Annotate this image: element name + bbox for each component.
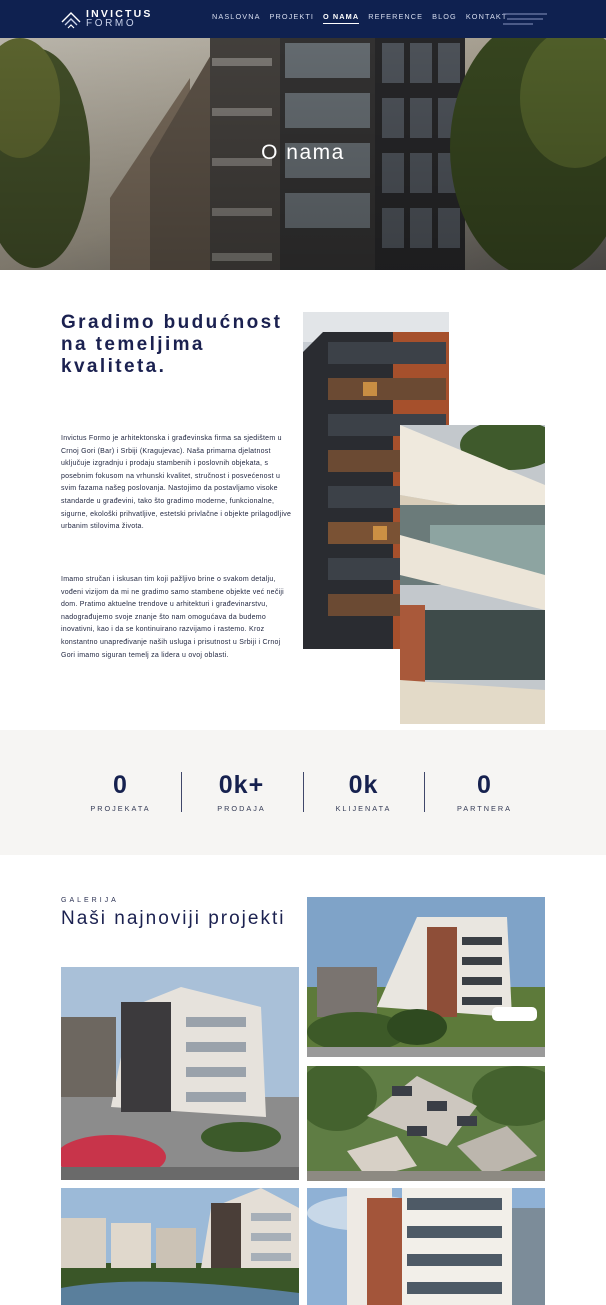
main-nav xyxy=(212,12,507,24)
nav-kontakt[interactable]: KONTAKT xyxy=(465,12,508,21)
stat-projekata xyxy=(60,770,181,813)
stat-label: PARTNERA xyxy=(456,804,513,813)
stat-klijenata xyxy=(303,770,424,813)
gallery-heading: Naši najnoviji projekti xyxy=(61,908,286,929)
stat-prodaja xyxy=(181,770,302,813)
hamburger-lines-icon[interactable] xyxy=(503,12,547,26)
stat-value: 0k+ xyxy=(218,771,265,799)
stat-label: PROJEKATA xyxy=(90,804,151,813)
about-paragraph-2: Imamo stručan i iskusan tim koji pažljivo brine o svakom detalju, vođeni vizijom da mi ne gradimo samo stambene objekte već nečiji dom. Pratimo aktuelne trendove u arhitekturi i građevinarstvu, nadograđujemo svoje znanje što nam omogućava da budemo inovativni, kao i da se kontinuirano razvijamo i rastemo. Kroz konstantno unapređivanje naših usluga i prisutnost u Srbiji i Crnoj Gori imamo siguran temelj za lidera u ovoj oblasti. xyxy=(61,576,284,659)
brand-logo[interactable] xyxy=(60,6,153,32)
stat-value: 0k xyxy=(348,771,379,799)
site-header xyxy=(0,0,606,38)
logo-icon xyxy=(60,8,82,30)
nav-naslovna[interactable]: NASLOVNA xyxy=(212,12,261,21)
nav-blog[interactable]: BLOG xyxy=(432,12,457,21)
gallery-image-4[interactable] xyxy=(61,1188,299,1305)
stats-section xyxy=(0,730,606,855)
page-title: O nama xyxy=(261,141,345,164)
stat-label: KLIJENATA xyxy=(335,804,392,813)
gallery-image-1[interactable] xyxy=(307,897,545,1057)
nav-projekti[interactable]: PROJEKTI xyxy=(269,12,315,21)
nav-reference[interactable]: REFERENCE xyxy=(368,12,424,21)
nav-o-nama[interactable]: O NAMA xyxy=(323,12,359,24)
about-paragraph-1: Invictus Formo je arhitektonska i građevinska firma sa sjedištem u Crnoj Gori (Bar) i Srbiji (Kragujevac). Naša primarna djelatnost uključuje izgradnju i prodaju stambenih i poslovnih objekata, s posebnim fokusom na vrhunski kvalitet, stručnost i posvećenost u svim fazama našeg poslovanja. Nastojimo da postavljamo visoke standarde u građevini, tako što gradimo moderne, funkcionalne, sigurne, ekološki prihvatljive, estetski privlačne i objekte prilagodljive urbanim stilovima života. xyxy=(61,435,292,531)
stat-label: PRODAJA xyxy=(217,804,266,813)
brand-line2: FORMO xyxy=(86,18,137,29)
stat-partnera xyxy=(424,770,545,813)
about-balcony-image xyxy=(400,425,545,724)
gallery-image-5[interactable] xyxy=(307,1188,545,1305)
stat-value: 0 xyxy=(113,771,128,799)
hero-banner xyxy=(0,38,606,270)
brand-line1: INVICTUS xyxy=(86,8,153,20)
about-heading: Gradimo budućnost na temeljima kvaliteta. xyxy=(61,312,283,377)
stat-value: 0 xyxy=(477,771,492,799)
gallery-kicker: GALERIJA xyxy=(61,897,119,904)
gallery-image-3[interactable] xyxy=(307,1066,545,1181)
gallery-image-2[interactable] xyxy=(61,967,299,1180)
